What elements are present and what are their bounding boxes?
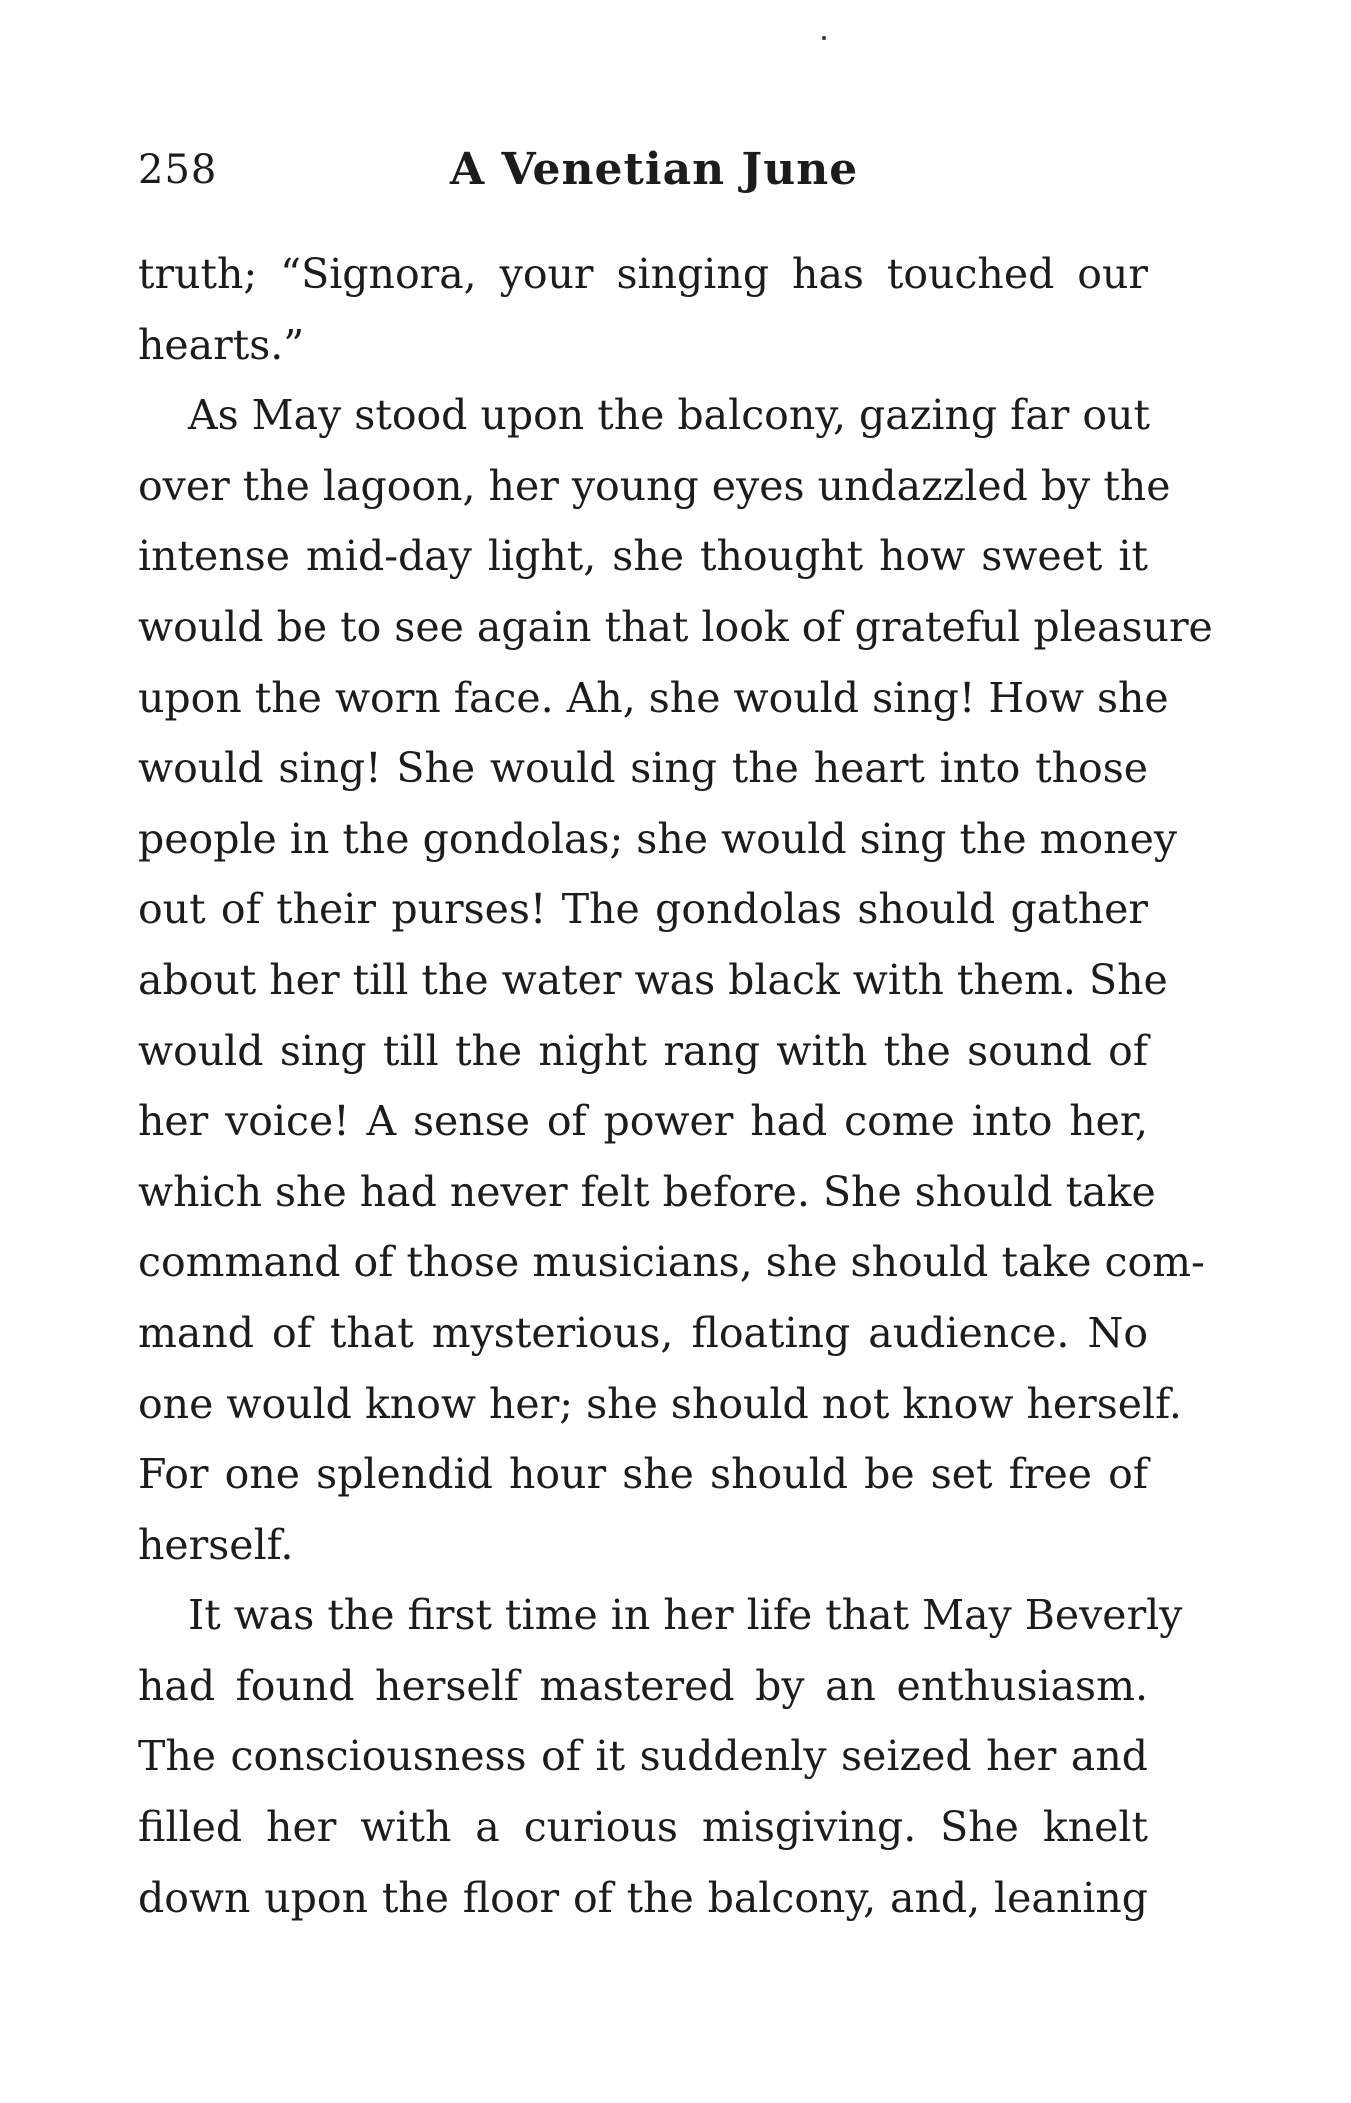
text-line: her voice! A sense of power had come into her, bbox=[138, 1097, 1148, 1146]
text-line: which she had never felt before. She should take bbox=[138, 1167, 1156, 1216]
text-line: about her till the water was black with them. She bbox=[138, 955, 1168, 1004]
text-line: upon the worn face. Ah, she would sing! How she bbox=[138, 673, 1169, 722]
text-line: herself. bbox=[138, 1520, 294, 1569]
page-header bbox=[138, 140, 1148, 200]
text-line: would sing till the night rang with the sound of bbox=[138, 1026, 1148, 1075]
print-speck bbox=[822, 36, 826, 40]
text-line: would sing! She would sing the heart into those bbox=[138, 744, 1148, 793]
page-number: 258 bbox=[138, 147, 218, 193]
text-line: As May stood upon the balcony, gazing far out bbox=[188, 391, 1150, 440]
running-title: A Venetian June bbox=[450, 144, 859, 195]
text-line: out of their purses! The gondolas should gather bbox=[138, 885, 1148, 934]
body-text bbox=[138, 239, 1213, 1933]
text-line: truth; “Signora, your singing has touched our bbox=[138, 250, 1148, 298]
text-line: down upon the floor of the balcony, and, leaning bbox=[138, 1873, 1148, 1922]
text-line: would be to see again that look of grateful pleasure bbox=[138, 602, 1213, 651]
text-line: hearts.” bbox=[138, 320, 305, 369]
text-line: mand of that mysterious, floating audience. No bbox=[138, 1308, 1148, 1357]
text-line: The consciousness of it suddenly seized her and bbox=[138, 1732, 1148, 1781]
text-line: For one splendid hour she should be set free of bbox=[138, 1450, 1148, 1499]
text-line: over the lagoon, her young eyes undazzled by the bbox=[138, 461, 1171, 510]
text-line: one would know her; she should not know herself. bbox=[138, 1379, 1182, 1428]
text-line: filled her with a curious misgiving. She knelt bbox=[138, 1803, 1148, 1852]
text-line: It was the first time in her life that May Beverly bbox=[188, 1591, 1183, 1640]
text-line: people in the gondolas; she would sing the money bbox=[138, 814, 1178, 863]
text-line: intense mid-day light, she thought how sweet it bbox=[138, 532, 1148, 581]
text-line: had found herself mastered by an enthusiasm. bbox=[138, 1661, 1148, 1710]
text-line: command of those musicians, she should take com- bbox=[138, 1238, 1205, 1287]
